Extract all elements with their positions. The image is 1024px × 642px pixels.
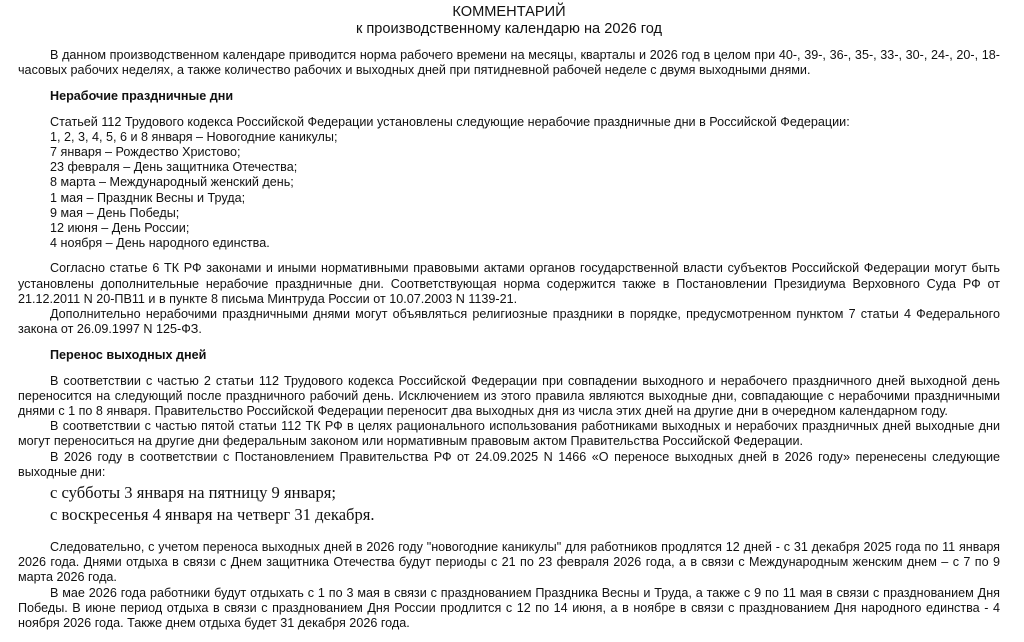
- transfer-item: с воскресенья 4 января на четверг 31 декабря.: [50, 505, 375, 525]
- intro-paragraph: В данном производственном календаре приводится норма рабочего времени на месяцы, кварталы и 2026 год в целом при 40-, 39-, 36-, 35-, 33-, 30-, 24-, 20-, 18-часовых рабочих неделях, а также количество рабочих и выходных дней при пятидневной рабочей неделе с двумя выходными днями.: [18, 48, 1000, 78]
- may-holidays-paragraph: В мае 2026 года работники будут отдыхать с 1 по 3 мая в связи с празднованием Праздника Весны и Труда, а также с 9 по 11 мая в связи с празднованием Дня Победы. В июне период отдыха в связи с празднованием Дня России продлится с 12 по 14 июня, а в ноябре в связи с празднованием Дня народного единства - 4 ноября 2026 года. Также днем отдыха будет 31 декабря 2026 года.: [18, 585, 1000, 631]
- transfer-2026-paragraph: В 2026 году в соответствии с Постановлением Правительства РФ от 24.09.2025 N 1466 «О переносе выходных дней в 2026 году» перенесены следующие выходные дни:: [18, 449, 1000, 479]
- religious-holidays-paragraph: Дополнительно нерабочими праздничными днями могут объявляться религиозные праздники в порядке, предусмотренном пунктом 7 статьи 4 Федерального закона от 26.09.1997 N 125-ФЗ.: [18, 307, 1000, 337]
- holiday-item: 23 февраля – День защитника Отечества;: [50, 160, 298, 175]
- new-year-holidays-paragraph: Следовательно, с учетом переноса выходных дней в 2026 году "новогодние каникулы" для работников продлятся 12 дней - с 31 декабря 2025 года по 11 января 2026 года. Днями отдыха в связи с Днем защитника Отечества будут периоды с 21 по 23 февраля 2026 года, а в связи с Международным женским днем – с 7 по 9 марта 2026 года.: [18, 540, 1000, 585]
- holiday-list: [50, 130, 1000, 252]
- holiday-item: 8 марта – Международный женский день;: [50, 175, 294, 190]
- holiday-item: 1 мая – Праздник Весны и Труда;: [50, 190, 246, 205]
- holiday-item: 4 ноября – День народного единства.: [50, 236, 270, 251]
- holiday-item: 7 января – Рождество Христово;: [50, 145, 241, 160]
- document-title: КОММЕНТАРИЙ: [452, 4, 566, 20]
- document-subtitle: к производственному календарю на 2026 год: [355, 21, 663, 37]
- transfer-law-paragraph: В соответствии с частью пятой статьи 112 ТК РФ в целях рационального использования работниками выходных и нерабочих праздничных дней выходные дни могут переноситься на другие дни федеральным законом или нормативным правовым актом Правительства Российской Федерации.: [18, 419, 1000, 449]
- holiday-item: 12 июня – День России;: [50, 221, 190, 236]
- section-heading-holidays: Нерабочие праздничные дни: [50, 89, 234, 104]
- transfer-rule-paragraph: В соответствии с частью 2 статьи 112 Трудового кодекса Российской Федерации при совпадении выходного и нерабочего праздничного дней выходной день переносится на следующий после праздничного рабочий день. Исключением из этого правила являются выходные дни, совпадающие с нерабочими праздничными днями с 1 по 8 января. Правительство Российской Федерации переносит два выходных дня из числа этих дней на другие дни в очередном календарном году.: [18, 373, 1000, 419]
- holiday-item: 9 мая – День Победы;: [50, 205, 180, 220]
- holidays-lead-text: Статьей 112 Трудового кодекса Российской Федерации установлены следующие нерабочие праздничные дни в Российской Федерации:: [50, 114, 850, 129]
- additional-holidays-paragraph: Согласно статье 6 ТК РФ законами и иными нормативными правовыми актами органов государственной власти субъектов Российской Федерации могут быть установлены дополнительные нерабочие праздничные дни. Соответствующая норма содержится также в Постановлении Президиума Верховного Суда РФ от 21.12.2011 N 20-ПВ11 и в пункте 8 письма Минтруда России от 10.07.2003 N 1139-21.: [18, 261, 1000, 306]
- section-heading-transfers: Перенос выходных дней: [50, 348, 207, 363]
- holiday-item: 1, 2, 3, 4, 5, 6 и 8 января – Новогодние каникулы;: [50, 129, 338, 144]
- transfer-list: [50, 482, 1000, 526]
- transfer-item: с субботы 3 января на пятницу 9 января;: [50, 483, 336, 503]
